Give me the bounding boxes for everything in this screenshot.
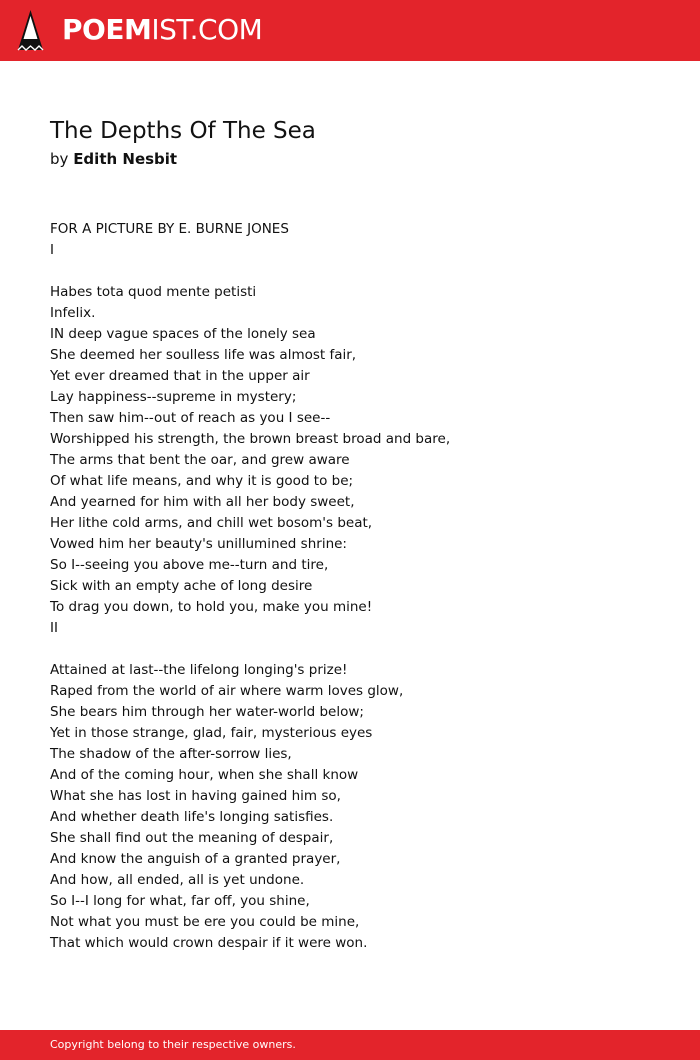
poem-line: Not what you must be ere you could be mine, bbox=[50, 914, 360, 930]
poem-blank-line bbox=[50, 639, 670, 660]
site-header bbox=[0, 0, 700, 61]
poem-line: Yet in those strange, glad, fair, mysterious eyes bbox=[50, 725, 373, 741]
poem-line: She bears him through her water-world below; bbox=[50, 704, 364, 720]
poem-line: Infelix. bbox=[50, 305, 96, 321]
poem-line: Raped from the world of air where warm loves glow, bbox=[50, 683, 404, 699]
poem-line: Her lithe cold arms, and chill wet bosom's beat, bbox=[50, 515, 373, 531]
poem-line: And how, all ended, all is yet undone. bbox=[50, 872, 305, 888]
poem-line: And of the coming hour, when she shall know bbox=[50, 767, 359, 783]
poem-line: Yet ever dreamed that in the upper air bbox=[50, 368, 310, 384]
poem-line: I bbox=[50, 242, 54, 258]
poem-line: So I--I long for what, far off, you shine, bbox=[50, 893, 310, 909]
poem-line: II bbox=[50, 620, 58, 636]
poem-line: She shall find out the meaning of despair, bbox=[50, 830, 334, 846]
poem-line: Attained at last--the lifelong longing's prize! bbox=[50, 662, 348, 678]
copyright-notice: Copyright belong to their respective owners. bbox=[50, 1038, 296, 1051]
byline-label: by bbox=[50, 150, 69, 168]
poem-line: Of what life means, and why it is good to be; bbox=[50, 473, 354, 489]
poem-line: And whether death life's longing satisfies. bbox=[50, 809, 334, 825]
poem-line: That which would crown despair if it were won. bbox=[50, 935, 368, 951]
poem-line: Vowed him her beauty's unillumined shrine: bbox=[50, 536, 347, 552]
poem-line: Lay happiness--supreme in mystery; bbox=[50, 389, 297, 405]
poem-line: And yearned for him with all her body sweet, bbox=[50, 494, 355, 510]
poem-blank-line bbox=[50, 261, 670, 282]
logo-text-light: IST.COM bbox=[151, 13, 263, 46]
poem-line: And know the anguish of a granted prayer, bbox=[50, 851, 341, 867]
pen-nib-icon bbox=[17, 9, 44, 52]
logo-text-bold: POEM bbox=[62, 13, 152, 46]
poem-line: The arms that bent the oar, and grew aware bbox=[50, 452, 350, 468]
poem-line: Habes tota quod mente petisti bbox=[50, 284, 257, 300]
site-footer bbox=[0, 1030, 700, 1060]
poem-line: The shadow of the after-sorrow lies, bbox=[50, 746, 292, 762]
site-logo[interactable] bbox=[62, 12, 262, 48]
byline bbox=[50, 149, 177, 169]
author-name: Edith Nesbit bbox=[73, 150, 178, 168]
poem-line: FOR A PICTURE BY E. BURNE JONES bbox=[50, 221, 289, 237]
poem-line: What she has lost in having gained him so, bbox=[50, 788, 341, 804]
poem-line: Worshipped his strength, the brown breast broad and bare, bbox=[50, 431, 451, 447]
poem-line: Sick with an empty ache of long desire bbox=[50, 578, 313, 594]
poem-line: So I--seeing you above me--turn and tire, bbox=[50, 557, 329, 573]
poem-body bbox=[50, 219, 670, 954]
poem-line: IN deep vague spaces of the lonely sea bbox=[50, 326, 316, 342]
poem-line: She deemed her soulless life was almost fair, bbox=[50, 347, 357, 363]
poem-title: The Depths Of The Sea bbox=[50, 118, 316, 144]
poem-line: To drag you down, to hold you, make you mine! bbox=[50, 599, 373, 615]
poem-line: Then saw him--out of reach as you I see-- bbox=[50, 410, 331, 426]
